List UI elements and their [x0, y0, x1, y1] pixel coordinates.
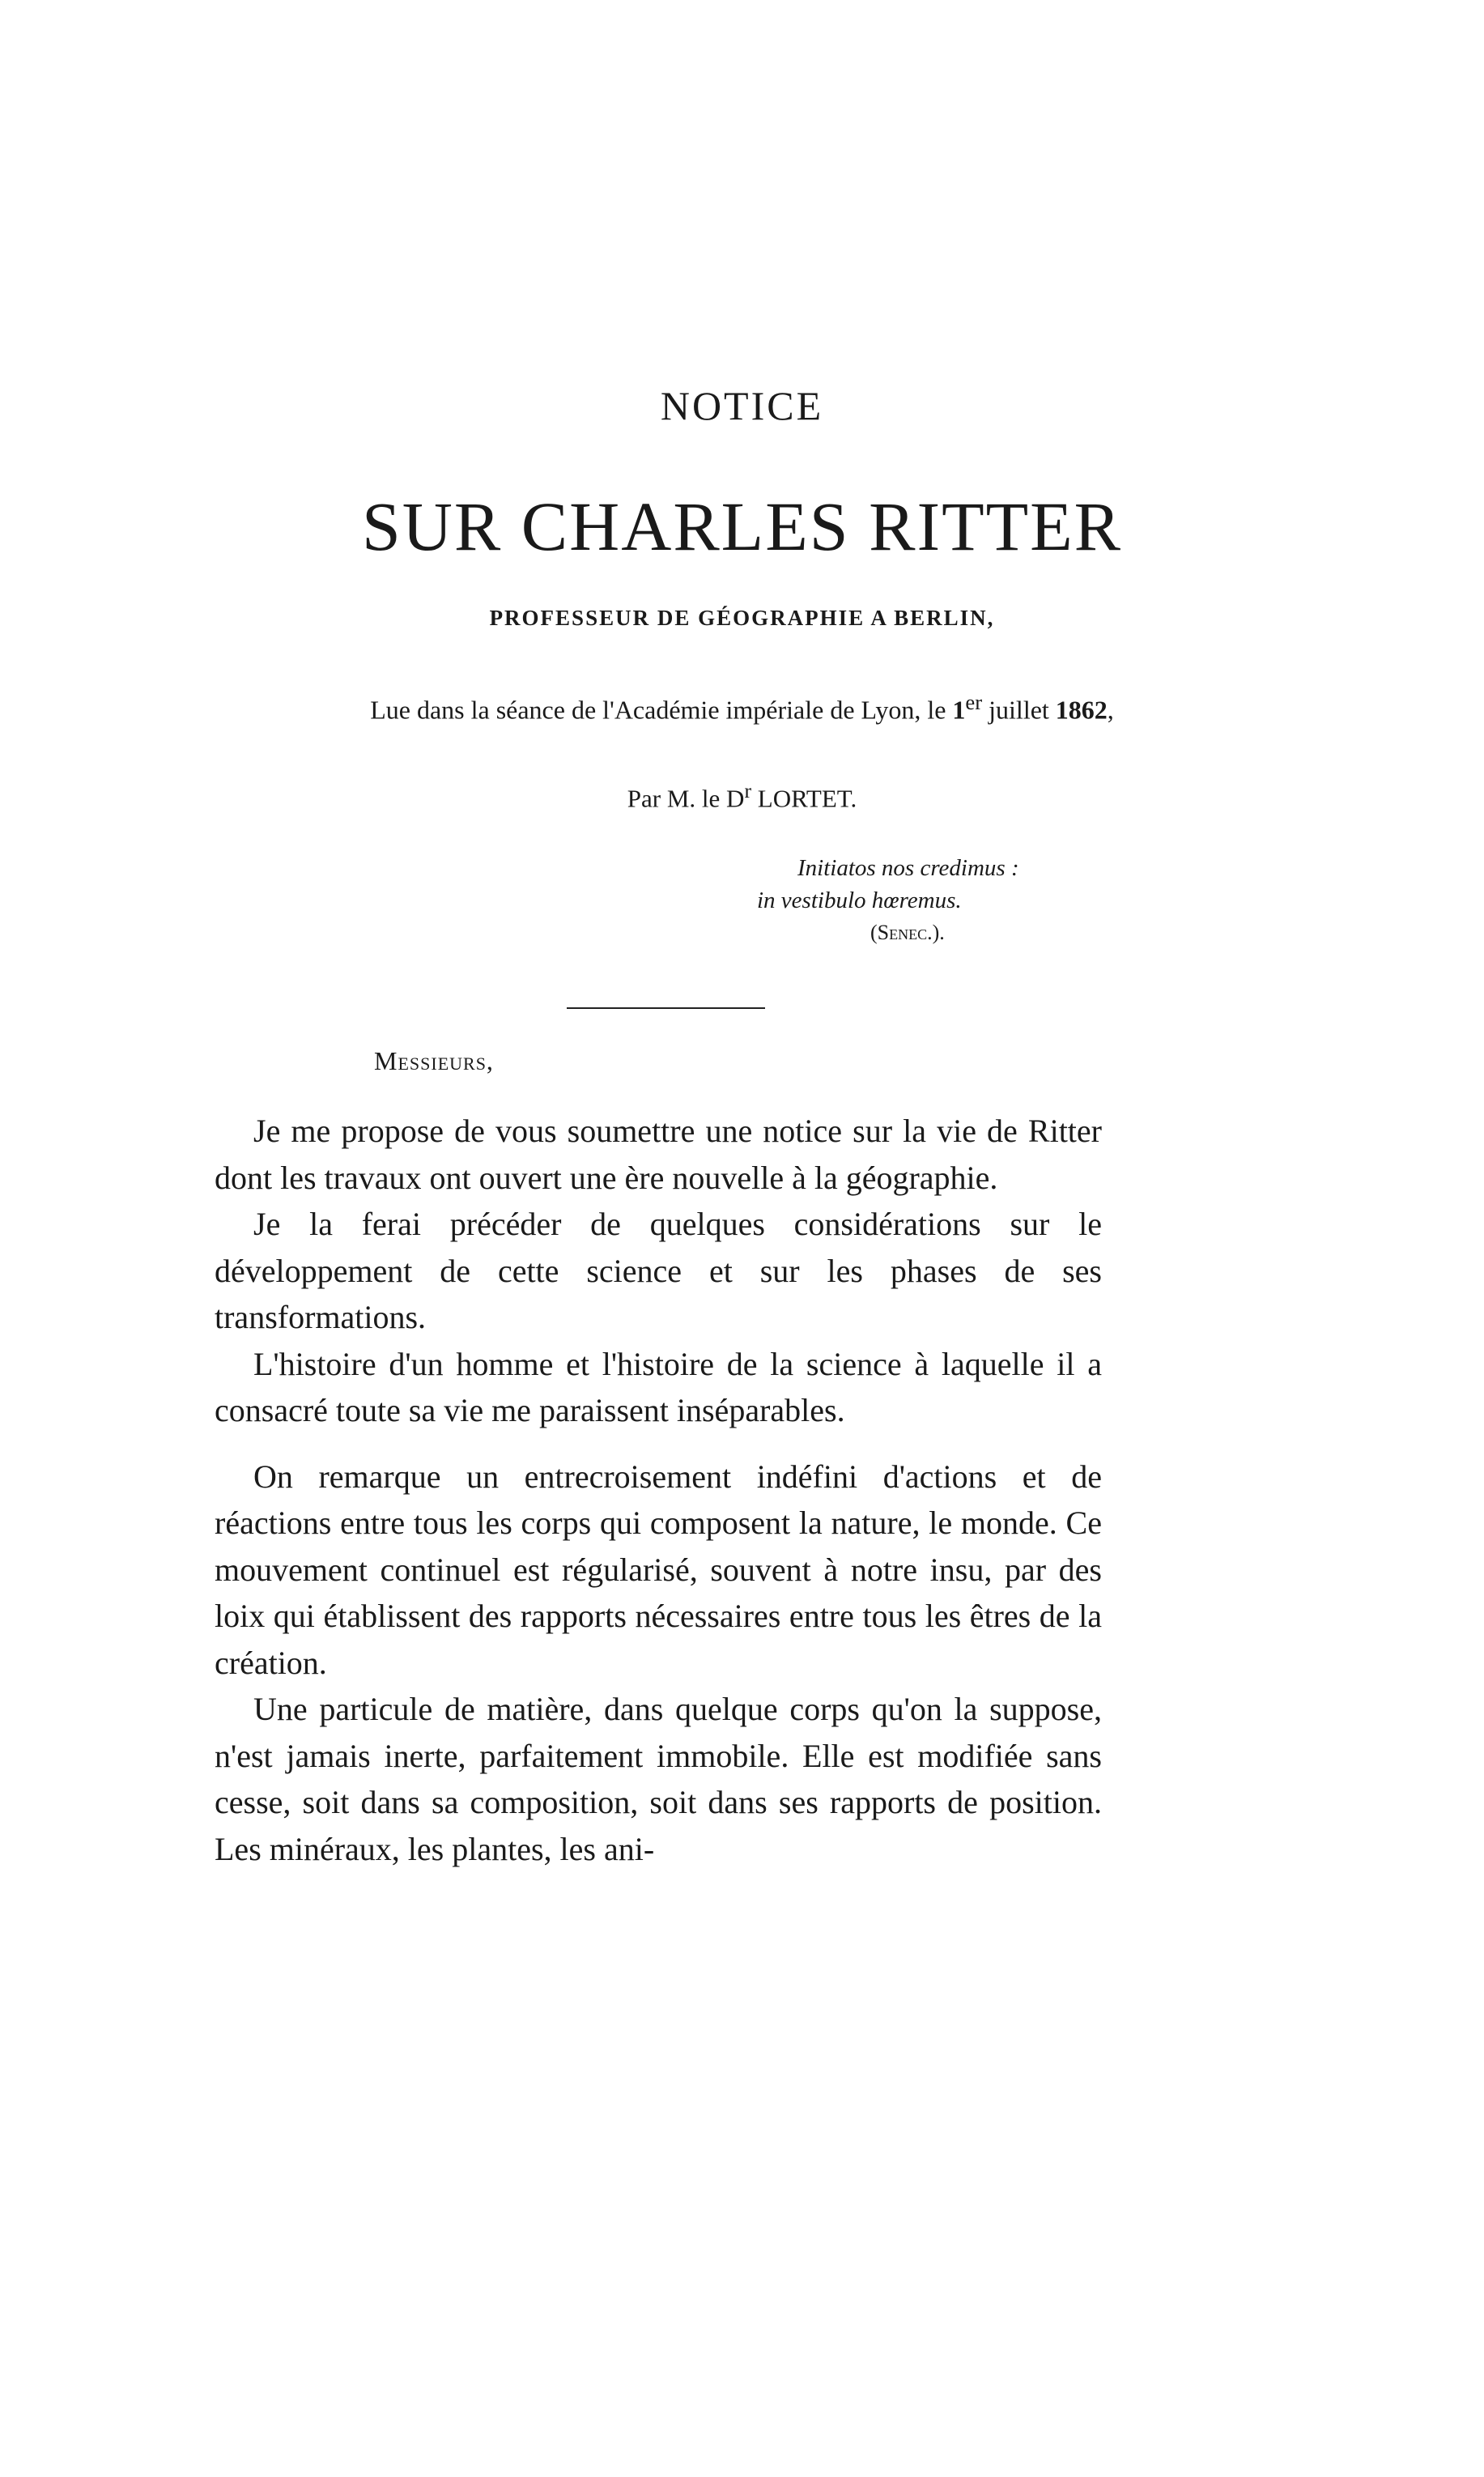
main-title: SUR CHARLES RITTER — [361, 487, 1123, 565]
salutation: Messieurs, — [374, 1046, 494, 1075]
subtitle-profession: PROFESSEUR DE GÉOGRAPHIE A BERLIN, — [489, 606, 995, 630]
heading-notice: NOTICE — [660, 383, 824, 428]
epigraph-line-1: Initiatos nos credimus : — [797, 855, 1019, 881]
author-name: LORTET. — [751, 784, 857, 813]
reading-day-sup: er — [965, 690, 983, 714]
paragraph: Je me propose de vous soumettre une notice sur la vie de Ritter dont les travaux ont ouvert une ère nouvelle à la géographie. — [215, 1113, 1102, 1196]
reading-prefix: Lue dans la séance de l'Académie impériale de Lyon, le — [370, 695, 953, 725]
paragraph: Une particule de matière, dans quelque corps qu'on la suppose, n'est jamais inerte, parfaitement immobile. Elle est modifiée sans cesse, soit dans sa composition, soit dans ses rapports de position. Les minéraux, les plantes, les ani- — [215, 1691, 1102, 1867]
author-sup: r — [744, 779, 752, 802]
section-divider — [567, 1007, 765, 1009]
paragraph: Je la ferai précéder de quelques considérations sur le développement de cette science et sur les phases de ses transformations. — [215, 1206, 1102, 1335]
epigraph-source: (Senec.). — [870, 921, 945, 944]
reading-month: juillet — [982, 695, 1056, 725]
author-prefix: Par M. le D — [627, 784, 745, 813]
paragraph: On remarque un entrecroisement indéfini d'actions et de réactions entre tous les corps qui composent la nature, le monde. Ce mouvement continuel est régularisé, souvent à notre insu, par des loix qui établissent des rapports nécessaires entre tous les êtres de la création. — [215, 1458, 1102, 1681]
epigraph-line-2: in vestibulo hœremus. — [757, 887, 962, 913]
reading-suffix: , — [1107, 695, 1114, 725]
reading-day: 1 — [952, 695, 966, 725]
author-line — [0, 779, 1484, 813]
reading-date-line — [0, 690, 1484, 726]
body-text — [215, 1108, 1102, 1872]
reading-year: 1862 — [1055, 695, 1108, 725]
paragraph: L'histoire d'un homme et l'histoire de la science à laquelle il a consacré toute sa vie me paraissent inséparables. — [215, 1345, 1102, 1428]
epigraph — [757, 852, 1019, 949]
